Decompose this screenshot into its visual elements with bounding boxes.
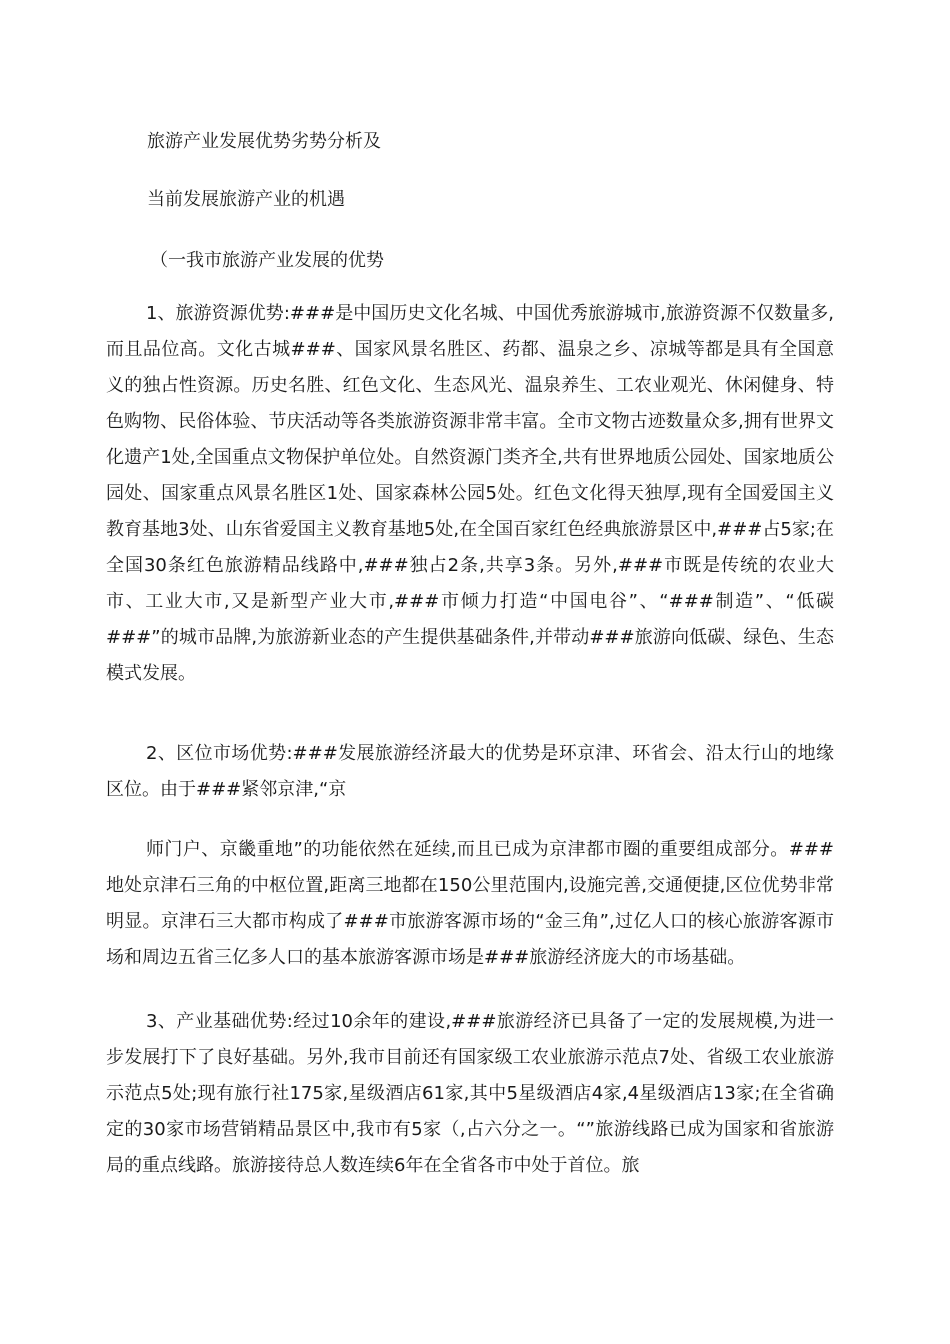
paragraph-location-market: 2、区位市场优势:###发展旅游经济最大的优势是环京津、环省会、沿太行山的地缘区位。由于###紧邻京津,“京: [106, 743, 834, 800]
document-title-line-2: 当前发展旅游产业的机遇: [147, 189, 345, 210]
paragraph-tourism-resources: 1、旅游资源优势:###是中国历史文化名城、中国优秀旅游城市,旅游资源不仅数量多,而且品位高。文化古城###、国家风景名胜区、药都、温泉之乡、凉城等都是具有全国意义的独占性资源。历史名胜、红色文化、生态风光、温泉养生、工农业观光、休闲健身、特色购物、民俗体验、节庆活动等各类旅游资源非常丰富。全市文物古迹数量众多,拥有世界文化遗产1处,全国重点文物保护单位处。自然资源门类齐全,共有世界地质公园处、国家地质公园处、国家重点风景名胜区1处、国家森林公园5处。红色文化得天独厚,现有全国爱国主义教育基地3处、山东省爱国主义教育基地5处,在全国百家红色经典旅游景区中,###占5家;在全国30条红色旅游精品线路中,###独占2条,共享3条。另外,###市既是传统的农业大市、工业大市,又是新型产业大市,###市倾力打造“中国电谷”、“###制造”、“低碳###”的城市品牌,为旅游新业态的产生提供基础条件,并带动###旅游向低碳、绿色、生态模式发展。: [106, 303, 834, 684]
paragraph-location-market-continued: 师门户、京畿重地”的功能依然在延续,而且已成为京津都市圈的重要组成部分。###地处京津石三角的中枢位置,距离三地都在150公里范围内,设施完善,交通便捷,区位优势非常明显。京津石三大都市构成了###市旅游客源市场的“金三角”,过亿人口的核心旅游客源市场和周边五省三亿多人口的基本旅游客源市场是###旅游经济庞大的市场基础。: [106, 839, 834, 968]
document-title-line-1: 旅游产业发展优势劣势分析及: [147, 131, 381, 152]
paragraph-industry-foundation: 3、产业基础优势:经过10余年的建设,###旅游经济已具备了一定的发展规模,为进一步发展打下了良好基础。另外,我市目前还有国家级工农业旅游示范点7处、省级工农业旅游示范点5处;现有旅行社175家,星级酒店61家,其中5星级酒店4家,4星级酒店13家;在全省确定的30家市场营销精品景区中,我市有5家（,占六分之一。“”旅游线路已成为国家和省旅游局的重点线路。旅游接待总人数连续6年在全省各市中处于首位。旅: [106, 1011, 834, 1176]
section-heading: （一我市旅游产业发展的优势: [150, 250, 384, 271]
